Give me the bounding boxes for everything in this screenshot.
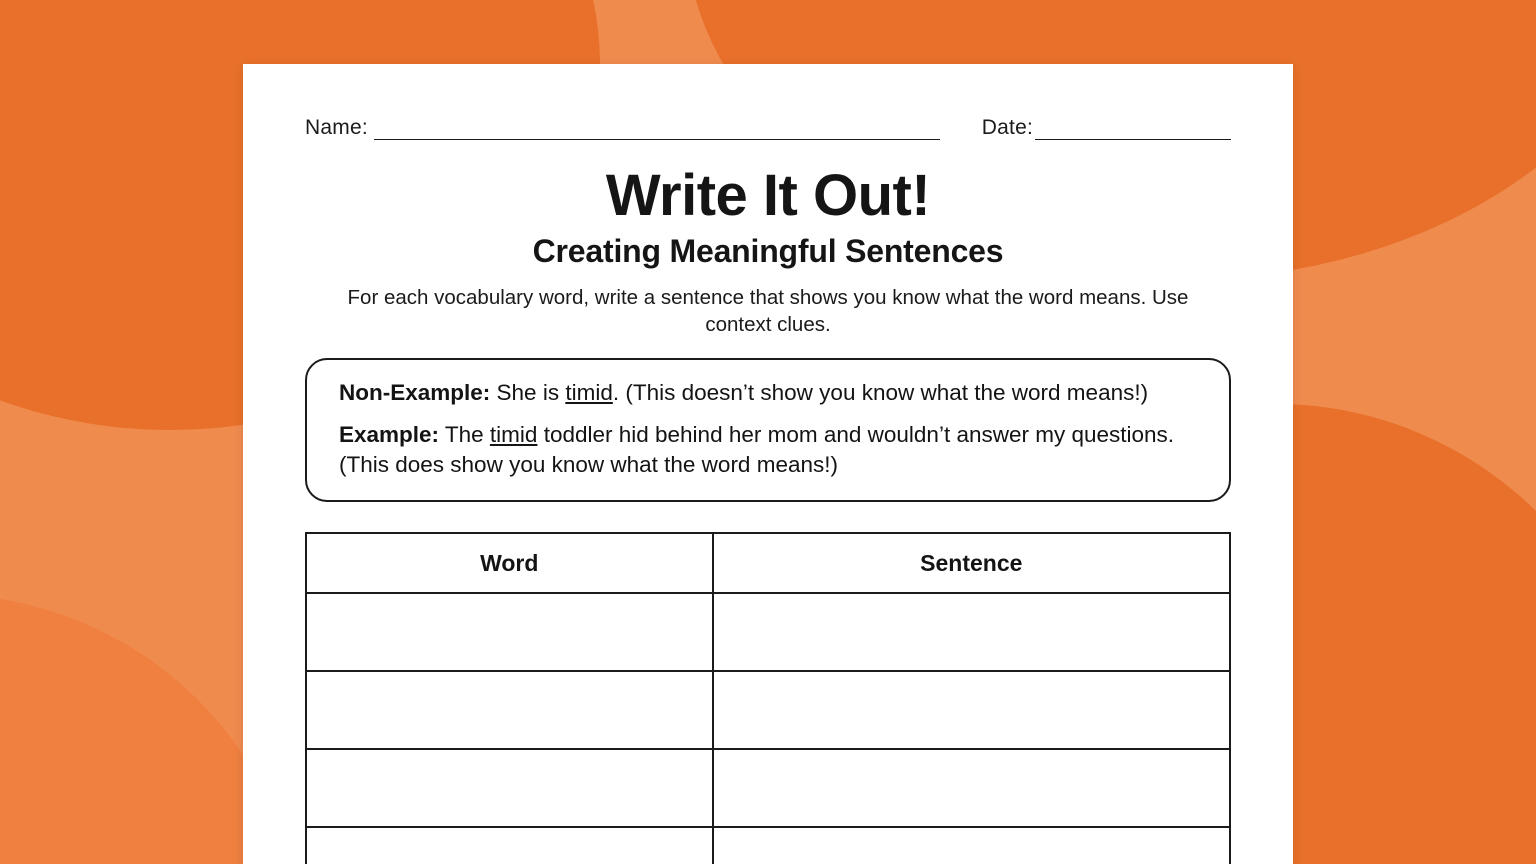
example-box (305, 358, 1231, 502)
cell-word[interactable] (306, 593, 713, 671)
example-text-after: toddler hid behind her mom and wouldn’t answer my questions. (This does show you know what the word means!) (339, 422, 1175, 478)
non-example-text-before: She is (490, 379, 566, 405)
table-row (306, 827, 1230, 864)
table-header-row (306, 533, 1230, 593)
non-example-label: Non-Example: (339, 379, 491, 405)
worksheet-sheet (243, 64, 1293, 864)
table-row (306, 671, 1230, 749)
table-body (306, 593, 1230, 864)
column-header-sentence: Sentence (713, 533, 1230, 593)
example-label: Example: (339, 422, 440, 448)
table-row (306, 593, 1230, 671)
non-example-text-after: . (This doesn’t show you know what the word means!) (612, 379, 1149, 405)
cell-word[interactable] (306, 827, 713, 864)
example-line (339, 420, 1201, 480)
example-underlined-word: timid (489, 422, 538, 448)
non-example-line (339, 378, 1201, 408)
date-label: Date: (981, 116, 1033, 139)
cell-word[interactable] (306, 749, 713, 827)
name-input-line[interactable] (374, 120, 940, 140)
date-input-line[interactable] (1035, 120, 1231, 140)
page-title: Write It Out! (605, 163, 931, 228)
cell-sentence[interactable] (713, 671, 1230, 749)
cell-sentence[interactable] (713, 593, 1230, 671)
vocabulary-table (305, 532, 1231, 864)
example-text-before: The (439, 422, 490, 448)
page-subtitle: Creating Meaningful Sentences (532, 232, 1004, 269)
cell-word[interactable] (306, 671, 713, 749)
table-row (306, 749, 1230, 827)
name-date-row (305, 116, 1231, 140)
cell-sentence[interactable] (713, 827, 1230, 864)
name-label: Name: (305, 116, 368, 139)
non-example-underlined-word: timid (565, 379, 613, 405)
instructions-text: For each vocabulary word, write a sentence that shows you know what the word means. Use context clues. (347, 285, 1189, 336)
cell-sentence[interactable] (713, 749, 1230, 827)
column-header-word: Word (306, 533, 713, 593)
